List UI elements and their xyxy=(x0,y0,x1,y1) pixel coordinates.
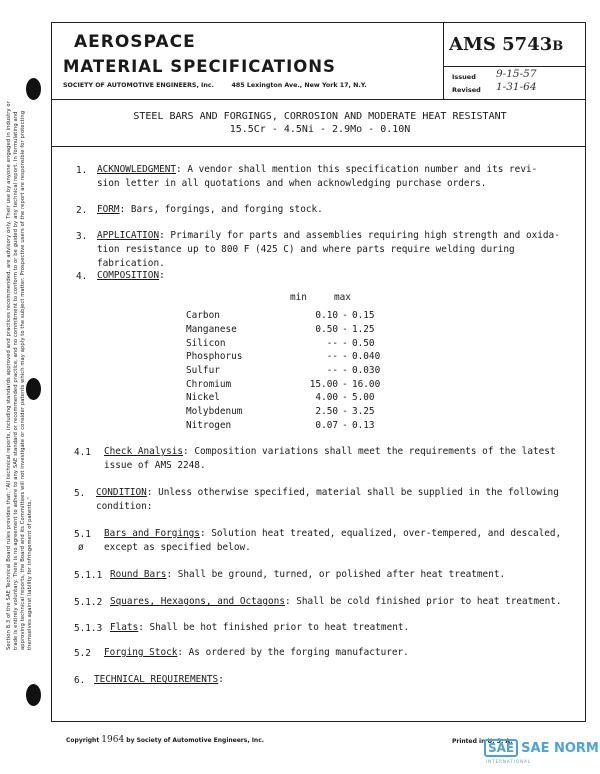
range-dash: - xyxy=(342,365,348,377)
section-number: 2. xyxy=(76,205,88,216)
section-check-analysis xyxy=(104,445,564,473)
table-row xyxy=(186,419,400,433)
section-flats xyxy=(110,621,570,635)
section-number: 6. xyxy=(74,675,86,686)
section-number: 4. xyxy=(76,271,88,282)
issued-date: 9-15-57 xyxy=(496,68,537,80)
sae-logo: SAE xyxy=(484,739,518,757)
range-dash: - xyxy=(342,337,348,349)
element-name: Nitrogen xyxy=(186,419,232,431)
header-divider xyxy=(443,22,444,99)
range-dash: - xyxy=(342,406,348,418)
society-address: 485 Lexington Ave., New York 17, N.Y. xyxy=(231,82,367,89)
spec-revision-letter: B xyxy=(552,39,564,54)
punch-hole xyxy=(26,78,41,100)
section-heading: FORM xyxy=(97,204,120,215)
element-min: 0.10 xyxy=(315,310,338,322)
section-text: : Primarily for parts and assemblies requiring high strength and oxida- xyxy=(159,230,560,241)
table-row xyxy=(186,391,400,405)
element-min: -- xyxy=(326,337,338,349)
subject-line2: 15.5Cr - 4.5Ni - 2.9Mo - 0.10N xyxy=(229,124,411,135)
element-min: 0.07 xyxy=(315,419,338,431)
section-heading: Bars and Forgings xyxy=(104,528,200,539)
legal-disclaimer-side-text: Section 8.3 of the SAE Technical Board rules provides that: "All technical reports, including standards approved and practices recommended, are advisory only. Their use by anyone engaged in industry or trade is entirely voluntary. There is no agreement to adhere to any SAE standard or recommended practice, and no commitment to conform to or be guided by any technical report. In formulating and approving technical reports, the Board and its Committees will not investigate or consider patents which may apply to the subject matter. Prospective users of the report are responsible for protecting themselves against liability for infringement of patents." xyxy=(6,101,33,650)
section-form xyxy=(97,203,547,217)
section-text: : Bars, forgings, and forging stock. xyxy=(119,204,323,215)
subject-title xyxy=(60,110,580,136)
copyright-label: Copyright xyxy=(66,737,100,744)
element-max: 0.13 xyxy=(352,419,375,431)
element-name: Sulfur xyxy=(186,365,220,377)
section-text: : As ordered by the forging manufacturer. xyxy=(177,647,409,658)
section-text: : Composition variations shall meet the requirements of the latest xyxy=(183,446,556,457)
composition-min-header: min xyxy=(290,292,307,303)
section-heading: Forging Stock xyxy=(104,647,178,658)
section-heading: Check Analysis xyxy=(104,446,184,457)
section-number: 5. xyxy=(74,488,86,499)
section-text: tion resistance up to 800 F (425 C) and where parts require welding during fabrication. xyxy=(97,244,515,269)
revision-mark: ø xyxy=(78,542,84,553)
section-bars-and-forgings xyxy=(104,527,564,555)
range-dash: - xyxy=(342,310,348,322)
section-heading: CONDITION xyxy=(96,487,147,498)
header-title-material-specifications: MATERIAL SPECIFICATIONS xyxy=(63,57,336,76)
range-dash: - xyxy=(342,419,348,431)
element-max: 1.25 xyxy=(352,324,375,336)
spec-number xyxy=(449,34,563,55)
section-text: : xyxy=(218,674,224,685)
composition-table xyxy=(186,309,400,432)
element-min: 0.50 xyxy=(315,324,338,336)
copyright-owner: by Society of Automotive Engineers, Inc. xyxy=(126,737,265,744)
section-text: : A vendor shall mention this specification number and its revi- xyxy=(176,164,538,175)
section-number: 5.2 xyxy=(74,648,91,659)
element-min: 15.00 xyxy=(309,378,338,390)
spec-number-main: AMS 5743 xyxy=(449,34,553,55)
section-number: 4.1 xyxy=(74,447,91,458)
section-number: 5.1 xyxy=(74,529,91,540)
composition-max-header: max xyxy=(334,292,351,303)
section-text: : Shall be hot finished prior to heat treatment. xyxy=(138,622,410,633)
subject-line1: STEEL BARS AND FORGINGS, CORROSION AND MODERATE HEAT RESISTANT xyxy=(133,111,507,122)
element-name: Silicon xyxy=(186,337,226,349)
section-text: sion letter in all quotations and when acknowledging purchase orders. xyxy=(97,178,487,189)
section-heading: Round Bars xyxy=(110,569,167,580)
element-max: 0.15 xyxy=(352,310,375,322)
table-row xyxy=(186,309,400,323)
section-number: 5.1.2 xyxy=(74,597,103,608)
subject-rule xyxy=(51,146,586,147)
section-technical-requirements xyxy=(94,673,224,687)
section-text: : xyxy=(159,270,165,281)
header-title-aerospace: AEROSPACE xyxy=(74,32,196,52)
element-min: -- xyxy=(326,365,338,377)
section-number: 1. xyxy=(76,165,88,176)
spec-rule xyxy=(443,66,586,67)
society-name: SOCIETY OF AUTOMOTIVE ENGINEERS, Inc. xyxy=(63,82,214,89)
punch-hole xyxy=(26,684,41,706)
section-heading: COMPOSITION xyxy=(97,270,160,281)
element-min: 4.00 xyxy=(315,392,338,404)
footer-printed: Printed in U. S. A. xyxy=(452,738,513,745)
section-text: : Shall be cold finished prior to heat treatment. xyxy=(284,596,562,607)
table-row xyxy=(186,350,400,364)
revised-label: Revised xyxy=(452,86,481,94)
element-max: 0.50 xyxy=(352,337,375,349)
section-heading: APPLICATION xyxy=(97,230,160,241)
header-rule xyxy=(51,99,586,100)
element-name: Molybdenum xyxy=(186,406,243,418)
footer-copyright xyxy=(66,735,264,745)
element-max: 16.00 xyxy=(352,378,381,390)
element-max: 0.040 xyxy=(352,351,381,363)
section-number: 5.1.3 xyxy=(74,623,103,634)
section-condition xyxy=(96,486,566,514)
watermark-text: SAE NORM xyxy=(521,741,599,756)
section-heading: ACKNOWLEDGMENT xyxy=(97,164,177,175)
section-text: : Shall be ground, turned, or polished after heat treatment. xyxy=(166,569,506,580)
header-society xyxy=(63,82,367,89)
element-max: 5.00 xyxy=(352,392,375,404)
range-dash: - xyxy=(342,378,348,390)
section-number: 5.1.1 xyxy=(74,570,103,581)
watermark-subtext: INTERNATIONAL xyxy=(486,759,532,764)
section-text: : Solution heat treated, equalized, over-tempered, and descaled, xyxy=(199,528,562,539)
range-dash: - xyxy=(342,392,348,404)
section-heading: Flats xyxy=(110,622,139,633)
revised-date: 1-31-64 xyxy=(496,81,537,93)
element-max: 0.030 xyxy=(352,365,381,377)
section-application xyxy=(97,229,567,271)
section-text: condition: xyxy=(96,501,153,512)
section-text: except as specified below. xyxy=(104,542,251,553)
section-number: 3. xyxy=(76,231,88,242)
element-min: -- xyxy=(326,351,338,363)
range-dash: - xyxy=(342,324,348,336)
punch-hole xyxy=(26,378,41,400)
issued-label: Issued xyxy=(452,73,476,81)
element-min: 2.50 xyxy=(315,406,338,418)
table-row xyxy=(186,405,400,419)
element-name: Nickel xyxy=(186,392,220,404)
section-acknowledgment xyxy=(97,163,547,191)
section-squares-hexagons-octagons xyxy=(110,595,580,609)
section-heading: Squares, Hexagons, and Octagons xyxy=(110,596,285,607)
element-name: Carbon xyxy=(186,310,220,322)
section-forging-stock xyxy=(104,646,564,660)
element-name: Manganese xyxy=(186,324,237,336)
section-round-bars xyxy=(110,568,570,582)
watermark xyxy=(484,739,599,757)
section-text: issue of AMS 2248. xyxy=(104,460,206,471)
element-name: Phosphorus xyxy=(186,351,243,363)
table-row xyxy=(186,323,400,337)
element-name: Chromium xyxy=(186,378,232,390)
table-row xyxy=(186,364,400,378)
section-composition xyxy=(97,269,165,283)
section-heading: TECHNICAL REQUIREMENTS xyxy=(94,674,219,685)
table-row xyxy=(186,377,400,391)
section-text: : Unless otherwise specified, material shall be supplied in the following xyxy=(146,487,559,498)
table-row xyxy=(186,336,400,350)
element-max: 3.25 xyxy=(352,406,375,418)
range-dash: - xyxy=(342,351,348,363)
copyright-year: 1964 xyxy=(101,735,125,745)
